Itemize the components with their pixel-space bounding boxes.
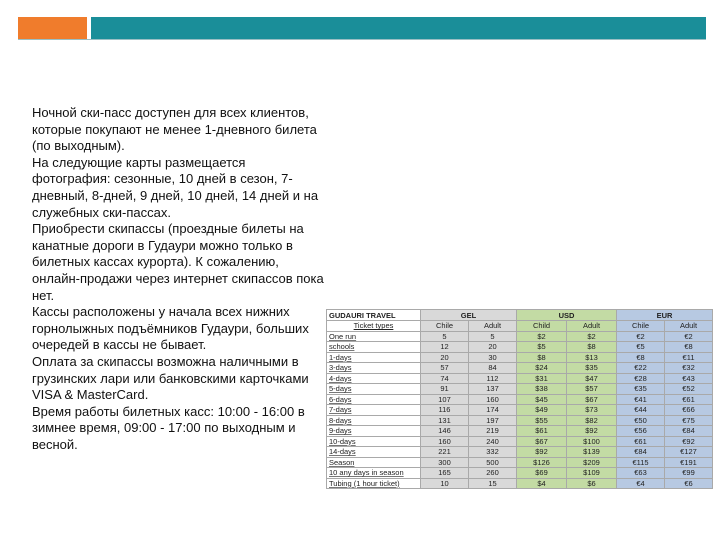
table-row xyxy=(327,447,713,458)
price-cell: 20 xyxy=(469,342,517,353)
price-cell: 219 xyxy=(469,426,517,437)
price-cell: €99 xyxy=(665,468,713,479)
price-cell: $100 xyxy=(567,436,617,447)
price-cell: €6 xyxy=(665,478,713,489)
ticket-type-name: 6-days xyxy=(327,394,421,405)
price-cell: 10 xyxy=(421,478,469,489)
price-cell: 300 xyxy=(421,457,469,468)
price-cell: $2 xyxy=(567,331,617,342)
price-cell: €35 xyxy=(617,384,665,395)
subheader-usd-child: Child xyxy=(517,321,567,332)
price-cell: €63 xyxy=(617,468,665,479)
price-cell: 240 xyxy=(469,436,517,447)
subheader-eur-child: Chile xyxy=(617,321,665,332)
table-row xyxy=(327,342,713,353)
currency-eur: EUR xyxy=(617,310,713,321)
price-cell: $35 xyxy=(567,363,617,374)
price-cell: $55 xyxy=(517,415,567,426)
price-cell: $82 xyxy=(567,415,617,426)
price-cell: €115 xyxy=(617,457,665,468)
price-cell: $6 xyxy=(567,478,617,489)
price-cell: 160 xyxy=(421,436,469,447)
price-cell: $4 xyxy=(517,478,567,489)
table-row xyxy=(327,363,713,374)
ticket-type-name: 10-days xyxy=(327,436,421,447)
paragraph-photo-cards: На следующие карты размещается фотография: сезонные, 10 дней в сезон, 7-дневный, 8-дней, 9 дней, 10 дней, 14 дней и на служебных ски-пассах. xyxy=(32,154,319,220)
price-cell: €92 xyxy=(665,436,713,447)
subheader-gel-child: Chile xyxy=(421,321,469,332)
ticket-type-name: 7-days xyxy=(327,405,421,416)
header-divider xyxy=(18,39,706,40)
price-cell: €191 xyxy=(665,457,713,468)
subheader-usd-adult: Adult xyxy=(567,321,617,332)
price-cell: $73 xyxy=(567,405,617,416)
table-row xyxy=(327,352,713,363)
price-cell: €56 xyxy=(617,426,665,437)
table-row xyxy=(327,384,713,395)
ticket-type-name: 9-days xyxy=(327,426,421,437)
price-cell: €8 xyxy=(617,352,665,363)
price-cell: 500 xyxy=(469,457,517,468)
price-cell: $92 xyxy=(567,426,617,437)
price-cell: €50 xyxy=(617,415,665,426)
price-cell: $45 xyxy=(517,394,567,405)
price-cell: 116 xyxy=(421,405,469,416)
ticket-type-name: schools xyxy=(327,342,421,353)
ticket-type-name: Tubing (1 hour ticket) xyxy=(327,478,421,489)
price-cell: 221 xyxy=(421,447,469,458)
price-cell: 131 xyxy=(421,415,469,426)
price-cell: $13 xyxy=(567,352,617,363)
price-cell: $69 xyxy=(517,468,567,479)
ticket-types-header: Ticket types xyxy=(327,321,421,332)
price-cell: 15 xyxy=(469,478,517,489)
header-accent-orange xyxy=(18,17,87,39)
price-cell: $67 xyxy=(517,436,567,447)
table-row xyxy=(327,331,713,342)
price-cell: 5 xyxy=(469,331,517,342)
price-cell: 160 xyxy=(469,394,517,405)
price-cell: €5 xyxy=(617,342,665,353)
price-cell: €4 xyxy=(617,478,665,489)
ticket-type-name: One run xyxy=(327,331,421,342)
subheader-eur-adult: Adult xyxy=(665,321,713,332)
table-row xyxy=(327,426,713,437)
ticket-type-name: 8-days xyxy=(327,415,421,426)
price-cell: €75 xyxy=(665,415,713,426)
subheader-gel-adult: Adult xyxy=(469,321,517,332)
price-cell: $8 xyxy=(567,342,617,353)
price-cell: 174 xyxy=(469,405,517,416)
price-cell: €43 xyxy=(665,373,713,384)
price-cell: 84 xyxy=(469,363,517,374)
price-cell: $49 xyxy=(517,405,567,416)
price-cell: $38 xyxy=(517,384,567,395)
price-cell: 91 xyxy=(421,384,469,395)
price-cell: $92 xyxy=(517,447,567,458)
info-text-block xyxy=(32,105,324,453)
table-row xyxy=(327,457,713,468)
price-cell: $67 xyxy=(567,394,617,405)
paragraph-where-to-buy: Приобрести скипассы (проездные билеты на канатные дороги в Гудаури можно только в билетных кассах курорта). К сожалению, онлайн-продажи через интернет скипассов пока нет. xyxy=(32,221,324,303)
table-row xyxy=(327,394,713,405)
table-row xyxy=(327,478,713,489)
price-cell: 57 xyxy=(421,363,469,374)
price-cell: €22 xyxy=(617,363,665,374)
table-row xyxy=(327,468,713,479)
price-cell: €2 xyxy=(665,331,713,342)
price-cell: 12 xyxy=(421,342,469,353)
price-cell: €84 xyxy=(665,426,713,437)
price-cell: 30 xyxy=(469,352,517,363)
price-cell: $24 xyxy=(517,363,567,374)
price-cell: 137 xyxy=(469,384,517,395)
table-row xyxy=(327,405,713,416)
brand-label: GUDAURI TRAVEL xyxy=(327,310,421,321)
price-cell: $57 xyxy=(567,384,617,395)
price-cell: €66 xyxy=(665,405,713,416)
ticket-type-name: 10 any days in season xyxy=(327,468,421,479)
ticket-type-name: 3-days xyxy=(327,363,421,374)
price-cell: $31 xyxy=(517,373,567,384)
price-cell: 165 xyxy=(421,468,469,479)
ticket-type-name: Season xyxy=(327,457,421,468)
header-accent-teal xyxy=(91,17,706,39)
currency-gel: GEL xyxy=(421,310,517,321)
paragraph-ticket-offices: Кассы расположены у начала всех нижних горнолыжных подъёмников Гудаури, больших очередей в кассы не бывает. xyxy=(32,304,309,353)
price-cell: €61 xyxy=(617,436,665,447)
price-cell: €28 xyxy=(617,373,665,384)
price-cell: 112 xyxy=(469,373,517,384)
price-cell: 74 xyxy=(421,373,469,384)
price-cell: €127 xyxy=(665,447,713,458)
price-cell: $209 xyxy=(567,457,617,468)
ticket-type-name: 4-days xyxy=(327,373,421,384)
subheader-row xyxy=(327,321,713,332)
paragraph-payment: Оплата за скипассы возможна наличными в грузинских лари или банковскими карточками VISA & MasterCard. xyxy=(32,353,309,403)
price-cell: $139 xyxy=(567,447,617,458)
price-cell: 107 xyxy=(421,394,469,405)
price-cell: €32 xyxy=(665,363,713,374)
price-cell: 5 xyxy=(421,331,469,342)
price-cell: 20 xyxy=(421,352,469,363)
price-cell: €44 xyxy=(617,405,665,416)
price-cell: 260 xyxy=(469,468,517,479)
price-cell: €8 xyxy=(665,342,713,353)
price-cell: $126 xyxy=(517,457,567,468)
price-cell: €11 xyxy=(665,352,713,363)
price-cell: 146 xyxy=(421,426,469,437)
currency-header-row xyxy=(327,310,713,321)
price-cell: €2 xyxy=(617,331,665,342)
ticket-type-name: 1-days xyxy=(327,352,421,363)
table-row xyxy=(327,436,713,447)
price-cell: $5 xyxy=(517,342,567,353)
table-row xyxy=(327,373,713,384)
table-row xyxy=(327,415,713,426)
price-cell: $109 xyxy=(567,468,617,479)
price-cell: $61 xyxy=(517,426,567,437)
ticket-type-name: 5-days xyxy=(327,384,421,395)
paragraph-opening-hours: Время работы билетных касс: 10:00 - 16:00 в зимнее время, 09:00 - 17:00 по выходным и весной. xyxy=(32,403,305,452)
ticket-type-name: 14-days xyxy=(327,447,421,458)
ticket-price-table xyxy=(326,309,713,489)
price-cell: $8 xyxy=(517,352,567,363)
price-cell: $47 xyxy=(567,373,617,384)
price-cell: €41 xyxy=(617,394,665,405)
price-cell: 332 xyxy=(469,447,517,458)
currency-usd: USD xyxy=(517,310,617,321)
price-cell: €61 xyxy=(665,394,713,405)
price-cell: 197 xyxy=(469,415,517,426)
price-cell: €84 xyxy=(617,447,665,458)
price-cell: $2 xyxy=(517,331,567,342)
price-cell: €52 xyxy=(665,384,713,395)
paragraph-night-pass: Ночной ски-пасс доступен для всех клиентов, которые покупают не менее 1-дневного билета (по выходным). xyxy=(32,105,317,154)
